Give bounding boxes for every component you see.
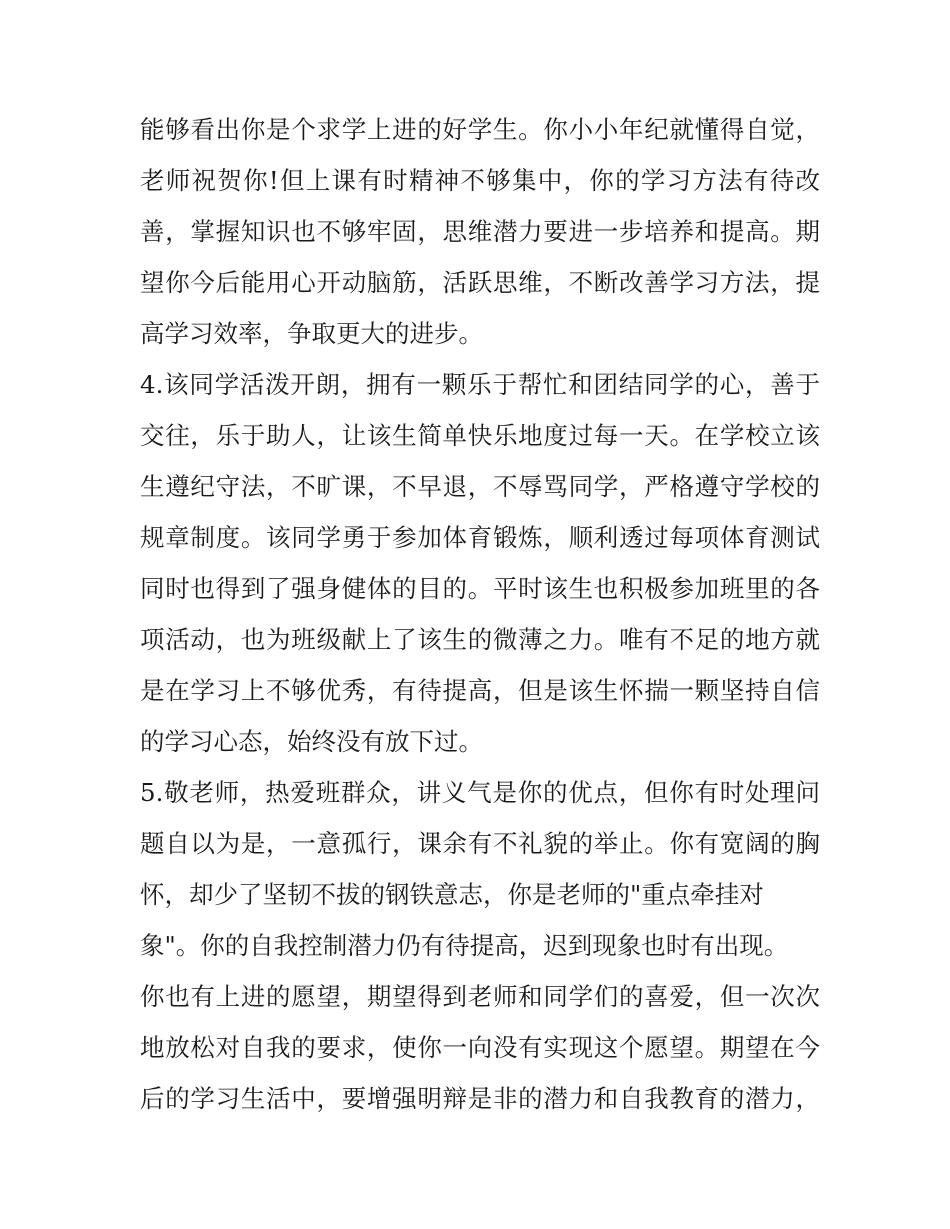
text-line: 同时也得到了强身健体的目的。平时该生也积极参加班里的各 <box>140 574 820 603</box>
text-line: 高学习效率，争取更大的进步。 <box>140 319 483 348</box>
text-line: 怀，却少了坚韧不拔的钢铁意志，你是老师的"重点牵挂对 <box>140 880 764 909</box>
text-line: 是在学习上不够优秀，有待提高，但是该生怀揣一颗坚持自信 <box>140 676 820 705</box>
text-line: 能够看出你是个求学上进的好学生。你小小年纪就懂得自觉， <box>140 115 820 144</box>
text-line: 老师祝贺你!但上课有时精神不够集中，你的学习方法有待改 <box>140 166 820 195</box>
text-line: 象"。你的自我控制潜力仍有待提高，迟到现象也时有出现。 <box>140 931 789 960</box>
text-line: 题自以为是，一意孤行，课余有不礼貌的举止。你有宽阔的胸 <box>140 829 820 858</box>
text-line: 善，掌握知识也不够牢固，思维潜力要进一步培养和提高。期 <box>140 217 820 246</box>
document-body <box>140 104 820 1124</box>
text-line: 后的学习生活中，要增强明辩是非的潜力和自我教育的潜力， <box>140 1084 820 1113</box>
text-line: 交往，乐于助人，让该生简单快乐地度过每一天。在学校立该 <box>140 421 820 450</box>
text-line: 你也有上进的愿望，期望得到老师和同学们的喜爱，但一次次 <box>140 982 820 1011</box>
text-line: 望你今后能用心开动脑筋，活跃思维，不断改善学习方法，提 <box>140 268 820 297</box>
text-line: 5.敬老师，热爱班群众，讲义气是你的优点，但你有时处理问 <box>140 778 820 807</box>
text-line: 地放松对自我的要求，使你一向没有实现这个愿望。期望在今 <box>140 1033 820 1062</box>
text-line: 4.该同学活泼开朗，拥有一颗乐于帮忙和团结同学的心，善于 <box>140 370 820 399</box>
text-line: 规章制度。该同学勇于参加体育锻炼，顺利透过每项体育测试 <box>140 523 820 552</box>
text-line: 生遵纪守法，不旷课，不早退，不辱骂同学，严格遵守学校的 <box>140 472 820 501</box>
text-line: 的学习心态，始终没有放下过。 <box>140 727 483 756</box>
text-line: 项活动，也为班级献上了该生的微薄之力。唯有不足的地方就 <box>140 625 820 654</box>
